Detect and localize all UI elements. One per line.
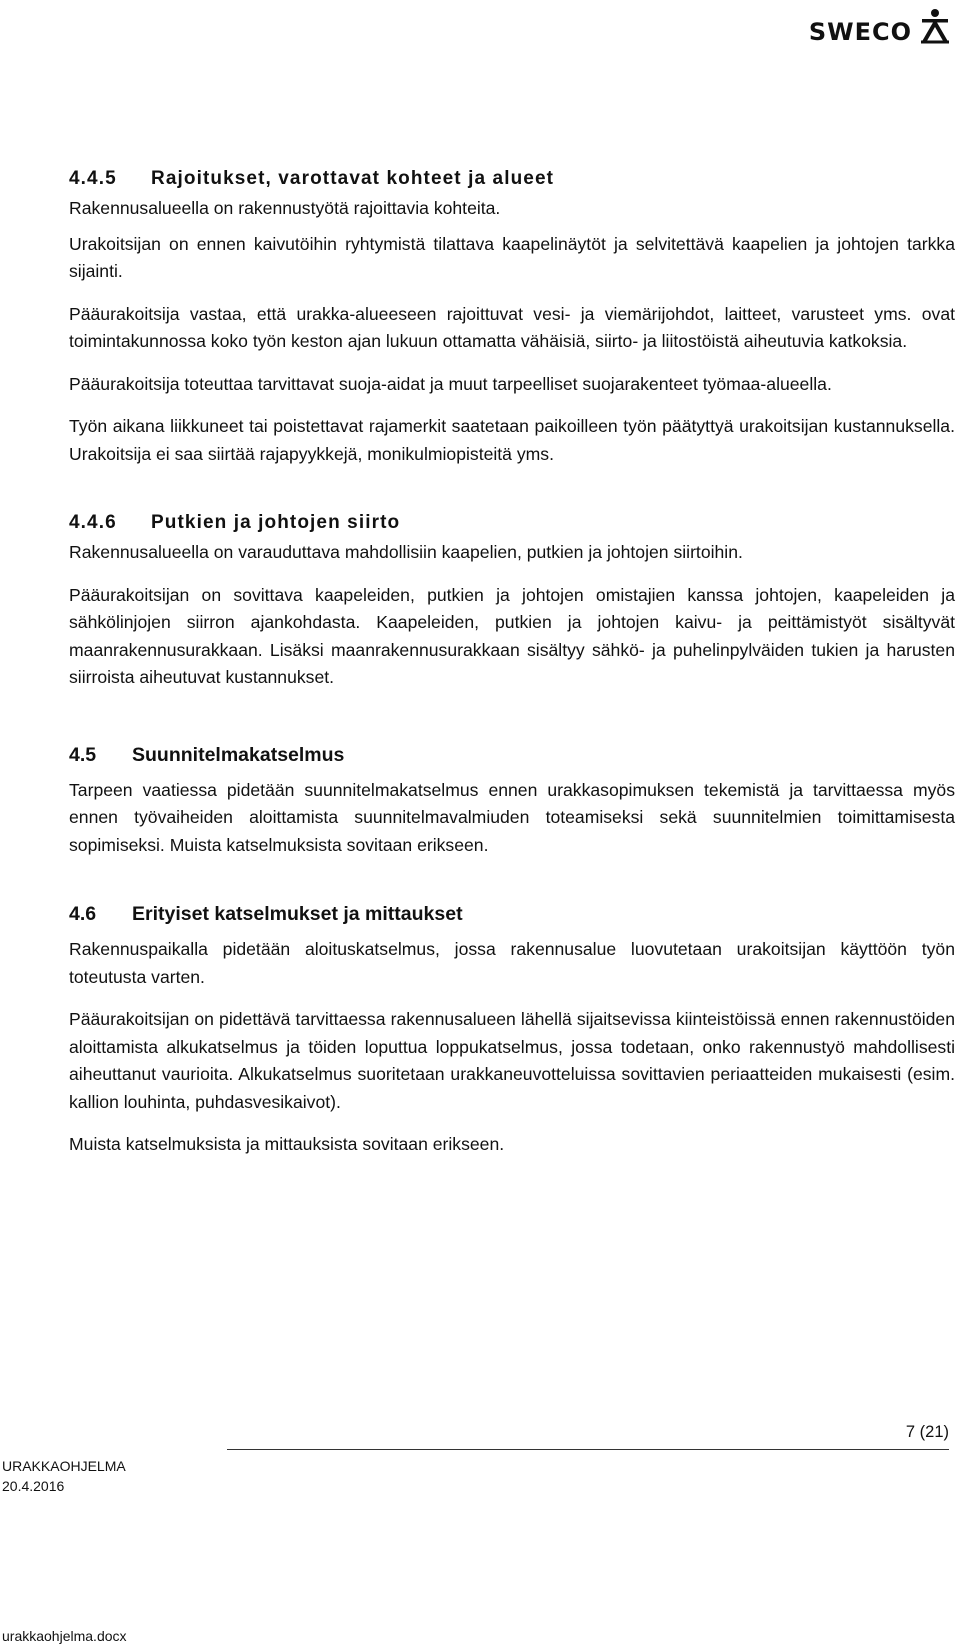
paragraph: Tarpeen vaatiessa pidetään suunnitelmakatselmus ennen urakkasopimuksen tekemistä ja tarvittaessa myös ennen työvaiheiden aloittamista suunnitelmavalmiuden toteamiseksi sekä suunnitelmien toimittamisesta sopimiseksi. Muista katselmuksista sovitaan erikseen. bbox=[69, 779, 955, 855]
section-number: 4.4.5 bbox=[69, 168, 117, 189]
heading-4-4-5 bbox=[69, 168, 955, 190]
section-number: 4.6 bbox=[69, 903, 97, 925]
section-title: Rajoitukset, varottavat kohteet ja alueet bbox=[151, 168, 555, 189]
sweco-logo bbox=[809, 8, 952, 44]
document-filename: urakkaohjelma.docx bbox=[2, 1628, 127, 1644]
paragraph: Pääurakoitsijan on sovittava kaapeleiden, putkien ja johtojen omistajien kanssa johtojen, kaapeleiden ja sähkölinjojen siirron ajankohdasta. Kaapeleiden, putkien ja johtojen kaivu- ja peittämistyöt sisältyvät maanrakennusurakkaan. Lisäksi maanrakennusurakkaan sisältyy sähkö- ja puhelinpylväiden tukien ja harusten siirroista aiheutuvat kustannukset. bbox=[69, 584, 955, 687]
paragraph: Urakoitsijan on ennen kaivutöihin ryhtymistä tilattava kaapelinäytöt ja selvitettävä kaapelien ja johtojen tarkka sijainti. bbox=[69, 233, 955, 281]
logo-text: SWECO bbox=[808, 18, 912, 46]
paragraph: Rakennuspaikalla pidetään aloituskatselmus, jossa rakennusalue luovutetaan urakoitsijan käyttöön työn toteutusta varten. bbox=[69, 939, 955, 987]
document-title: URAKKAOHJELMA bbox=[2, 1458, 126, 1474]
paragraph: Pääurakoitsija vastaa, että urakka-alueeseen rajoittuvat vesi- ja viemärijohdot, laitteet, varusteet yms. ovat toimintakunnossa koko työn keston ajan lukuun ottamatta vähäisiä, siirto- ja liitostöistä aiheutuvia katkoksia. bbox=[69, 303, 955, 351]
section-number: 4.4.6 bbox=[69, 512, 117, 533]
footer-divider bbox=[227, 1449, 949, 1450]
paragraph: Pääurakoitsija toteuttaa tarvittavat suoja-aidat ja muut tarpeelliset suojarakenteet työmaa-alueella. bbox=[69, 373, 832, 394]
section-title: Suunnitelmakatselmus bbox=[132, 743, 345, 766]
paragraph: Rakennusalueella on varauduttava mahdollisiin kaapelien, putkien ja johtojen siirtoihin. bbox=[69, 542, 743, 562]
sweco-figure-icon bbox=[918, 8, 952, 44]
section-number: 4.5 bbox=[69, 743, 97, 766]
page-number: 7 (21) bbox=[905, 1423, 949, 1441]
heading-4-4-6 bbox=[69, 512, 955, 534]
paragraph: Muista katselmuksista ja mittauksista sovitaan erikseen. bbox=[69, 1134, 505, 1154]
heading-4-6 bbox=[69, 903, 955, 926]
paragraph: Työn aikana liikkuneet tai poistettavat rajamerkit saatetaan paikoilleen työn päätyttyä urakoitsijan kustannuksella. Urakoitsija ei saa siirtää rajapyykkejä, monikulmiopisteitä yms. bbox=[69, 416, 955, 464]
heading-4-5 bbox=[69, 744, 955, 767]
document-date: 20.4.2016 bbox=[2, 1478, 65, 1494]
section-title: Putkien ja johtojen siirto bbox=[151, 512, 401, 533]
section-title: Erityiset katselmukset ja mittaukset bbox=[132, 903, 463, 925]
document-body bbox=[69, 168, 955, 1174]
paragraph: Pääurakoitsijan on pidettävä tarvittaessa rakennusalueen lähellä sijaitsevissa kiinteistöissä ennen rakennustöiden aloittamista alkukatselmus ja töiden loputtua loppukatselmus, jossa todetaan, onko rakennustyö mahdollisesti aiheuttanut vaurioita. Alkukatselmus suoritetaan urakkaneuvotteluissa sovittavien periaatteiden mukaisesti (esim. kallion louhinta, puhdasvesikaivot). bbox=[69, 1009, 955, 1112]
paragraph: Rakennusalueella on rakennustyötä rajoittavia kohteita. bbox=[69, 198, 501, 218]
